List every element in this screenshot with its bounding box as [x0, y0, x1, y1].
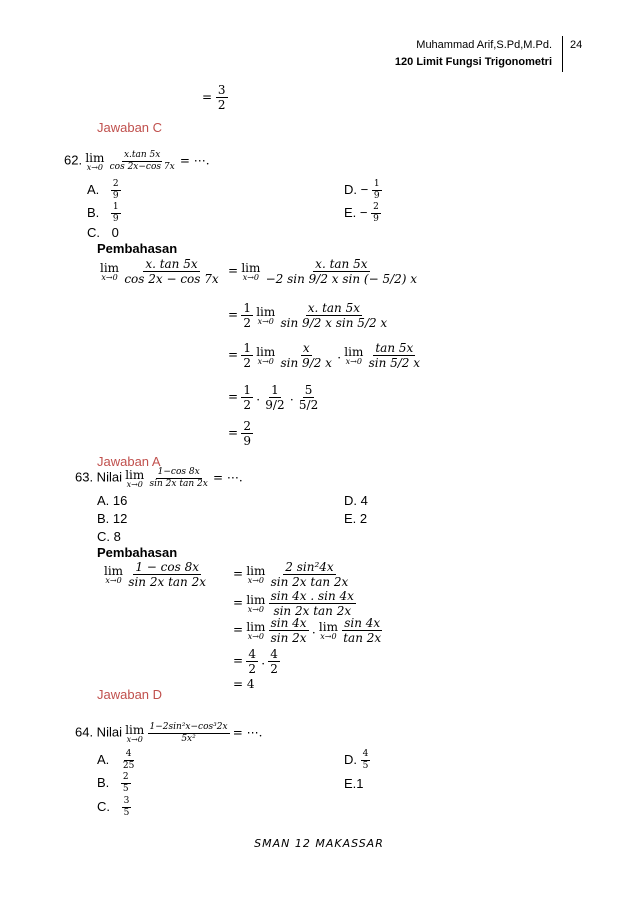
question-62: [64, 151, 210, 172]
lim-word: lim: [246, 563, 266, 578]
q63-step-5: = 4: [233, 677, 255, 691]
q63-step-3: = lim x→0 $\frac{\sin 4x}{\sin 2x}$ . lim x→0 $\frac{\sin 4x}{\tan 2x}$: [233, 616, 382, 645]
pembahasan-62: Pembahasan: [97, 241, 178, 256]
q63-lhs: [104, 561, 208, 588]
footer-school: SMAN 12 MAKASSAR: [254, 837, 384, 850]
lim-sub: x→0: [242, 272, 259, 282]
question-tail: = ⋯.: [232, 725, 263, 740]
option-c: C. 8: [97, 529, 121, 544]
lim-sub: x→0: [86, 162, 104, 172]
lim-word: lim: [318, 619, 338, 634]
frac-num: x. tan 5x: [315, 257, 368, 271]
lim-word: lim: [246, 592, 266, 607]
frac-num: 4: [125, 749, 132, 759]
q62-step-2: = $\frac{1}{2}$ lim x→0 $\frac{x. \tan 5x}{\text{sin 9/2 x sin 5/2 x}}$: [228, 301, 388, 330]
answer-d: Jawaban D: [97, 687, 163, 702]
frac-num: 1: [243, 341, 251, 355]
lim-sub: x→0: [126, 734, 143, 744]
frac-num: 2 sin²4x: [285, 560, 334, 574]
lim-word: lim: [125, 722, 145, 737]
option-label: A.: [97, 751, 110, 767]
frac-den: 5x²: [181, 734, 196, 744]
lim-word: lim: [125, 467, 145, 482]
frac-num: 1: [373, 179, 380, 189]
question-number: 64. Nilai: [75, 724, 122, 740]
option-c: [97, 797, 131, 818]
lim-sub: x→0: [247, 631, 264, 641]
frac-den: sin 2x tan 2x: [273, 604, 352, 618]
q62-step-3: = $\frac{1}{2}$ lim x→0 $\frac{x}{\sin 9/2 x}$ . lim x→0 $\frac{\tan 5x}{\sin 5/2 x}$: [228, 341, 421, 370]
option-a: [87, 180, 121, 201]
frac-num: 1 − cos 8x: [135, 560, 199, 574]
option-label: C.: [97, 798, 110, 814]
q62-step-1: = lim x→0 $\frac{x. \tan 5x}{\text{−2 sin 9/2 x sin (− 5/2) x}}$: [228, 257, 418, 286]
frac-num: 3: [123, 796, 130, 806]
frac-num: 1−2sin²x−cos³2x: [149, 722, 228, 732]
q62-lhs: [100, 258, 221, 285]
option-e: [344, 203, 381, 224]
lim-sub: x→0: [247, 604, 264, 614]
header-author: Muhammad Arif,S.Pd,M.Pd.: [416, 39, 552, 51]
pembahasan-63: Pembahasan: [97, 545, 178, 560]
frac-den: 2: [243, 398, 251, 412]
header-divider: [562, 36, 563, 72]
frac-den: sin 5/2 x: [368, 356, 421, 370]
lim-word: lim: [85, 150, 105, 165]
frac-num: 2: [112, 179, 119, 189]
lim-sub: x→0: [345, 356, 362, 366]
frac-num: 1: [243, 383, 251, 397]
frac-den: sin 2x: [270, 631, 307, 645]
lim-sub: x→0: [101, 272, 118, 282]
frac-num: x: [302, 341, 310, 355]
frac-den: cos 2x − cos 7x: [124, 272, 219, 286]
question-64: [75, 723, 262, 744]
lim-sub: x→0: [247, 575, 264, 585]
option-d: [344, 180, 382, 201]
option-label: D. −: [344, 181, 369, 197]
frac-den: sin 9/2 x sin 5/2 x: [280, 316, 388, 330]
frac-den: sin 2x tan 2x: [149, 479, 208, 489]
lim-sub: x→0: [105, 575, 122, 585]
lim-word: lim: [241, 260, 261, 275]
frac-num: 2: [122, 772, 129, 782]
frac-den: 5: [123, 808, 130, 818]
frac-num: tan 5x: [375, 341, 414, 355]
frac-num: sin 4x . sin 4x: [270, 589, 354, 603]
q63-step-4: = $\frac{4}{2}$ . $\frac{4}{2}$: [233, 647, 278, 676]
frac-den: 25: [122, 761, 135, 771]
lim-sub: x→0: [257, 356, 274, 366]
answer-a: Jawaban A: [97, 454, 161, 469]
frac-num: 5: [304, 383, 313, 397]
lim-word: lim: [344, 344, 364, 359]
frac-den: sin 9/2 x: [280, 356, 332, 370]
frac-num: sin 4x: [344, 616, 381, 630]
frac-num: 3: [217, 83, 226, 97]
frac-den: 2: [248, 662, 256, 676]
frac-num: 2: [373, 202, 379, 212]
lim-sub: x→0: [126, 479, 143, 489]
frac-num: 4: [362, 749, 369, 759]
frac-den: 2: [270, 662, 278, 676]
option-a: [97, 750, 136, 771]
frac-num: x. tan 5x: [307, 301, 361, 315]
frac-den: 9: [373, 191, 380, 201]
option-value: 0: [111, 225, 119, 240]
lim-sub: x→0: [320, 631, 337, 641]
option-c: [87, 226, 119, 239]
question-tail: = ⋯.: [213, 470, 243, 485]
q62-step-5: = $\frac{2}{9}$: [228, 419, 251, 448]
question-number: 63. Nilai: [75, 469, 122, 485]
equals-sign: =: [202, 90, 213, 104]
question-tail: = ⋯.: [179, 153, 210, 168]
frac-den: 2: [243, 356, 251, 370]
frac-num: sin 4x: [270, 616, 307, 630]
frac-den: sin 2x tan 2x: [270, 575, 349, 589]
frac-den: 9: [373, 214, 379, 224]
option-b: [87, 203, 121, 224]
frac-num: 2: [243, 419, 251, 433]
header-subtitle: 120 Limit Fungsi Trigonometri: [394, 56, 552, 68]
question-number: 62.: [64, 152, 83, 168]
frac-den: 9/2: [265, 398, 285, 412]
frac-den: tan 2x: [343, 631, 382, 645]
frac-den: −2 sin 9/2 x sin (− 5/2) x: [265, 272, 418, 286]
frac-den: 5: [362, 761, 369, 771]
top-result: [202, 84, 228, 111]
option-label: D.: [344, 751, 357, 767]
option-label: B.: [87, 204, 100, 220]
option-label: C.: [87, 225, 100, 240]
lim-word: lim: [256, 344, 276, 359]
option-d: D. 4: [344, 493, 368, 508]
option-d: [344, 750, 370, 771]
frac-num: 1: [271, 383, 279, 397]
frac-num: 1: [112, 202, 119, 212]
frac-num: 4: [248, 647, 256, 661]
lim-word: lim: [246, 619, 266, 634]
q62-step-4: = $\frac{1}{2}$ . $\frac{1}{9/2}$ . $\frac{5}{5/2}$: [228, 383, 319, 412]
frac-den: 2: [217, 98, 226, 112]
frac-den: 2: [243, 316, 251, 330]
option-label: E. −: [344, 204, 368, 220]
lim-sub: x→0: [257, 316, 274, 326]
frac-num: 4: [270, 647, 278, 661]
lim-word: lim: [104, 563, 124, 578]
frac-num: x.tan 5x: [123, 150, 161, 160]
frac-den: 5/2: [298, 398, 319, 412]
frac-den: 9: [243, 434, 251, 448]
q63-step-2: = lim x→0 $\frac{\sin 4x . \sin 4x}{\text{sin 2x tan 2x}}$: [233, 589, 354, 618]
frac-num: 1: [243, 301, 251, 315]
q63-step-1: = lim x→0 $\frac{\text{2 sin²4x}}{\text{sin 2x tan 2x}}$: [233, 560, 349, 589]
frac-den: sin 2x tan 2x: [128, 575, 206, 589]
frac-den: 9: [112, 191, 119, 201]
option-a: A. 16: [97, 493, 128, 508]
option-label: A.: [87, 181, 100, 197]
frac-num: 1−cos 8x: [157, 467, 200, 477]
question-63: [75, 468, 243, 489]
frac-num: x. tan 5x: [145, 257, 198, 271]
option-label: B.: [97, 774, 110, 790]
frac-den: 5: [122, 784, 129, 794]
option-e: E. 2: [344, 511, 368, 526]
lim-word: lim: [256, 304, 276, 319]
option-b: B. 12: [97, 511, 128, 526]
option-e: E.1: [344, 776, 364, 791]
option-b: [97, 773, 131, 794]
frac-den: 9: [112, 214, 119, 224]
lim-word: lim: [100, 260, 120, 275]
frac-den: cos 2x−cos 7x: [109, 162, 175, 172]
page-number: 24: [570, 39, 583, 51]
answer-c: Jawaban C: [97, 120, 163, 135]
